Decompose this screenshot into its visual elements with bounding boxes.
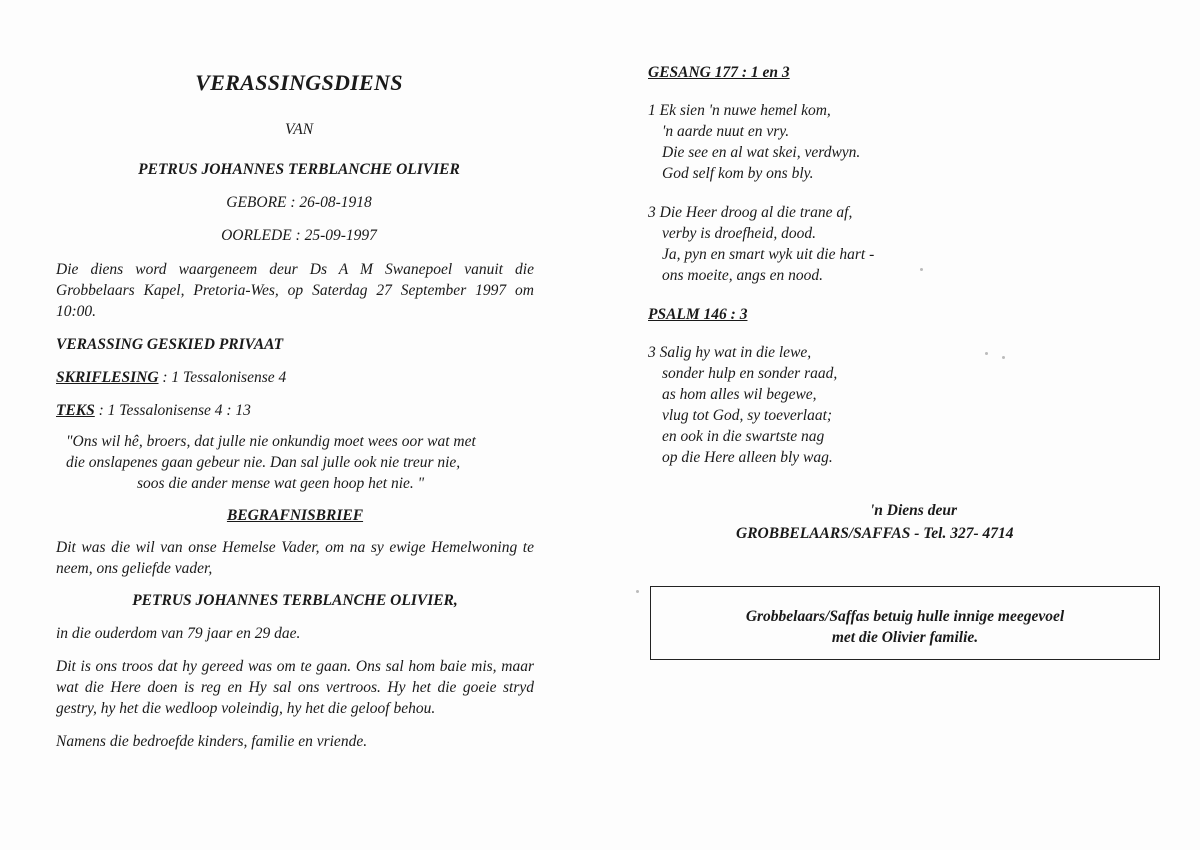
funeral-letter-title: BEGRAFNISBRIEF xyxy=(226,507,364,524)
scripture-reading-value: : 1 Tessalonisense 4 xyxy=(158,369,287,386)
hymn-verse-3 xyxy=(648,202,1148,286)
psalm-title: PSALM 146 : 3 xyxy=(648,306,748,323)
left-column xyxy=(56,70,534,752)
closing-line: Namens die bedroefde kinders, familie en vriende. xyxy=(56,733,368,750)
condolence-box xyxy=(650,586,1160,660)
quote-line: soos die ander mense wat geen hoop het nie. " xyxy=(137,475,425,492)
scan-speck xyxy=(1002,356,1005,359)
verse-line: verby is droefheid, dood. xyxy=(662,225,816,242)
funeral-letter-intro: Dit was die wil van onse Hemelse Vader, om na sy ewige Hemelwoning te neem, ons geliefde vader, xyxy=(56,539,534,577)
verse-line: op die Here alleen bly wag. xyxy=(662,449,833,466)
verse-line: vlug tot God, sy toeverlaat; xyxy=(662,407,833,424)
sermon-text-value: : 1 Tessalonisense 4 : 13 xyxy=(94,402,251,419)
verse-line: as hom alles wil begewe, xyxy=(662,386,817,403)
condolence-line: met die Olivier familie. xyxy=(831,629,979,646)
age-statement: in die ouderdom van 79 jaar en 29 dae. xyxy=(56,625,301,642)
private-cremation-notice: VERASSING GESKIED PRIVAAT xyxy=(56,336,284,353)
death-date: OORLEDE : 25-09-1997 xyxy=(221,227,377,244)
van-label: VAN xyxy=(284,121,314,138)
service-title: VERASSINGSDIENS xyxy=(195,70,403,95)
sermon-text-label: TEKS xyxy=(56,402,95,419)
scan-speck xyxy=(985,352,988,355)
verse-line: 'n aarde nuut en vry. xyxy=(662,123,790,140)
hymn-verse-1 xyxy=(648,100,1148,184)
right-column xyxy=(648,62,1148,544)
scripture-quote xyxy=(56,431,534,494)
verse-line: ons moeite, angs en nood. xyxy=(662,267,824,284)
scan-speck xyxy=(636,590,639,593)
deceased-name-repeat: PETRUS JOHANNES TERBLANCHE OLIVIER, xyxy=(132,592,458,609)
verse-line: Ja, pyn en smart wyk uit die hart - xyxy=(662,246,875,263)
verse-line: God self kom by ons bly. xyxy=(662,165,814,182)
verse-line: Die see en al wat skei, verdwyn. xyxy=(662,144,861,161)
hymn-title: GESANG 177 : 1 en 3 xyxy=(648,64,790,81)
sermon-text xyxy=(56,400,534,421)
verse-line: 1 Ek sien 'n nuwe hemel kom, xyxy=(648,102,831,119)
quote-line: die onslapenes gaan gebeur nie. Dan sal julle ook nie treur nie, xyxy=(66,454,461,471)
scripture-reading xyxy=(56,367,534,388)
born-date: GEBORE : 26-08-1918 xyxy=(226,194,372,211)
funeral-company-contact: GROBBELAARS/SAFFAS - Tel. 327- 4714 xyxy=(736,525,1014,542)
quote-line: "Ons wil hê, broers, dat julle nie onkundig moet wees oor wat met xyxy=(66,433,476,450)
verse-line: en ook in die swartste nag xyxy=(662,428,825,445)
verse-line: 3 Salig hy wat in die lewe, xyxy=(648,344,812,361)
verse-line: 3 Die Heer droog al die trane af, xyxy=(648,204,853,221)
condolence-line: Grobbelaars/Saffas betuig hulle innige meegevoel xyxy=(745,608,1065,625)
funeral-letter-body: Dit is ons troos dat hy gereed was om te gaan. Ons sal hom baie mis, maar wat die Here doen is reg en Hy sal ons vertroos. Hy het die goeie stryd gestry, hy het die wedloop voleindig, hy het die geloof behou. xyxy=(56,658,534,717)
psalm-verse xyxy=(648,342,1148,468)
service-by-label: 'n Diens deur xyxy=(870,502,957,519)
scan-speck xyxy=(920,268,923,271)
service-details: Die diens word waargeneem deur Ds A M Swanepoel vanuit die Grobbelaars Kapel, Pretoria-Wes, op Saterdag 27 September 1997 om 10:00. xyxy=(56,261,534,320)
deceased-name: PETRUS JOHANNES TERBLANCHE OLIVIER xyxy=(138,161,460,178)
verse-line: sonder hulp en sonder raad, xyxy=(662,365,838,382)
scripture-reading-label: SKRIFLESING xyxy=(56,369,159,386)
